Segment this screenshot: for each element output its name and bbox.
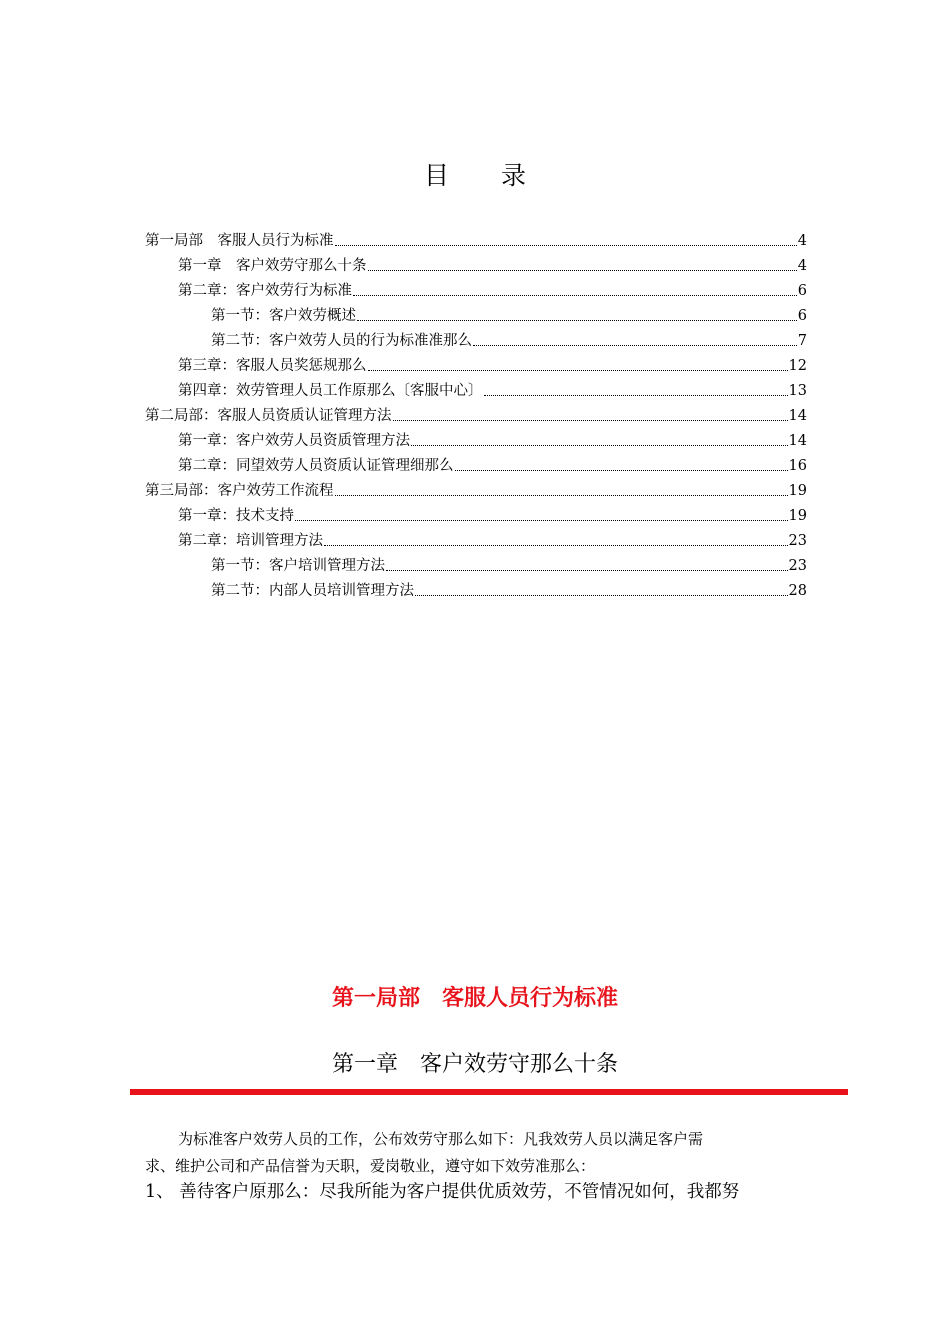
toc-leader-dots bbox=[473, 345, 797, 346]
numbered-list-item: 1、 善待客户原那么：尽我所能为客户提供优质效劳，不管情况如何，我都努 bbox=[145, 1182, 740, 1202]
toc-entry-label: 第一节：客户培训管理方法 bbox=[211, 558, 385, 574]
toc-leader-dots bbox=[324, 545, 788, 546]
toc-entry[interactable] bbox=[178, 352, 807, 376]
toc-entry[interactable] bbox=[211, 327, 807, 351]
chapter-heading: 第一章 客户效劳守那么十条 bbox=[331, 1052, 618, 1077]
toc-page-number: 6 bbox=[797, 283, 807, 299]
toc-entry[interactable] bbox=[178, 377, 807, 401]
toc-entry-label: 第二章：客户效劳行为标准 bbox=[178, 283, 352, 299]
toc-entry[interactable] bbox=[211, 577, 807, 601]
toc-leader-dots bbox=[455, 470, 788, 471]
toc-leader-dots bbox=[415, 595, 788, 596]
toc-page-number: 23 bbox=[788, 558, 807, 574]
toc-entry[interactable] bbox=[145, 402, 807, 426]
toc-entry-label: 第二节：客户效劳人员的行为标准准那么 bbox=[211, 333, 472, 349]
toc-entry[interactable] bbox=[178, 277, 807, 301]
toc-leader-dots bbox=[393, 420, 788, 421]
toc-entry[interactable] bbox=[178, 252, 807, 276]
toc-entry-label: 第一章：技术支持 bbox=[178, 508, 294, 524]
toc-page-number: 14 bbox=[788, 408, 807, 424]
toc-page-number: 6 bbox=[797, 308, 807, 324]
toc-page-number: 16 bbox=[788, 458, 807, 474]
toc-entry-label: 第一章 客户效劳守那么十条 bbox=[178, 258, 367, 274]
toc-page-number: 12 bbox=[788, 358, 807, 374]
toc-entry-label: 第二章：同望效劳人员资质认证管理细那么 bbox=[178, 458, 454, 474]
toc-entry-label: 第一节：客户效劳概述 bbox=[211, 308, 356, 324]
toc-page-number: 14 bbox=[788, 433, 807, 449]
toc-leader-dots bbox=[353, 295, 797, 296]
toc-page-number: 13 bbox=[788, 383, 807, 399]
toc-entry-label: 第三章：客服人员奖惩规那么 bbox=[178, 358, 367, 374]
toc-entry[interactable] bbox=[145, 227, 807, 251]
toc-entry[interactable] bbox=[178, 527, 807, 551]
part-heading: 第一局部 客服人员行为标准 bbox=[331, 986, 618, 1011]
toc-page-number: 4 bbox=[797, 258, 807, 274]
toc-entry[interactable] bbox=[178, 452, 807, 476]
toc-entry-label: 第三局部：客户效劳工作流程 bbox=[145, 483, 334, 499]
toc-page-number: 19 bbox=[788, 483, 807, 499]
body-paragraph-line: 为标准客户效劳人员的工作，公布效劳守那么如下：凡我效劳人员以满足客户需 bbox=[178, 1130, 704, 1148]
toc-leader-dots bbox=[335, 245, 797, 246]
toc-entry[interactable] bbox=[178, 427, 807, 451]
toc-page-number: 23 bbox=[788, 533, 807, 549]
toc-entry-label: 第四章：效劳管理人员工作原那么〔客服中心〕 bbox=[178, 383, 483, 399]
toc-leader-dots bbox=[295, 520, 788, 521]
toc-entry[interactable] bbox=[145, 477, 807, 501]
body-paragraph-line: 求、维护公司和产品信誉为天职，爱岗敬业，遵守如下效劳准那么： bbox=[145, 1157, 596, 1175]
toc-leader-dots bbox=[357, 320, 797, 321]
toc-entry-label: 第二节：内部人员培训管理方法 bbox=[211, 583, 414, 599]
toc-entry-label: 第二局部：客服人员资质认证管理方法 bbox=[145, 408, 392, 424]
toc-leader-dots bbox=[386, 570, 788, 571]
toc-entry[interactable] bbox=[178, 502, 807, 526]
toc-entry[interactable] bbox=[211, 552, 807, 576]
toc-entry-label: 第一局部 客服人员行为标准 bbox=[145, 233, 334, 249]
toc-page-number: 19 bbox=[788, 508, 807, 524]
toc-leader-dots bbox=[411, 445, 788, 446]
toc-page-number: 4 bbox=[797, 233, 807, 249]
toc-entry-label: 第二章：培训管理方法 bbox=[178, 533, 323, 549]
heading-divider bbox=[130, 1089, 848, 1095]
toc-page-number: 28 bbox=[788, 583, 807, 599]
toc-page-number: 7 bbox=[797, 333, 807, 349]
toc-leader-dots bbox=[335, 495, 788, 496]
toc-entry-label: 第一章：客户效劳人员资质管理方法 bbox=[178, 433, 410, 449]
toc-title: 目 录 bbox=[424, 161, 548, 190]
toc-leader-dots bbox=[368, 270, 797, 271]
toc-leader-dots bbox=[484, 395, 788, 396]
toc-leader-dots bbox=[368, 370, 788, 371]
toc-entry[interactable] bbox=[211, 302, 807, 326]
